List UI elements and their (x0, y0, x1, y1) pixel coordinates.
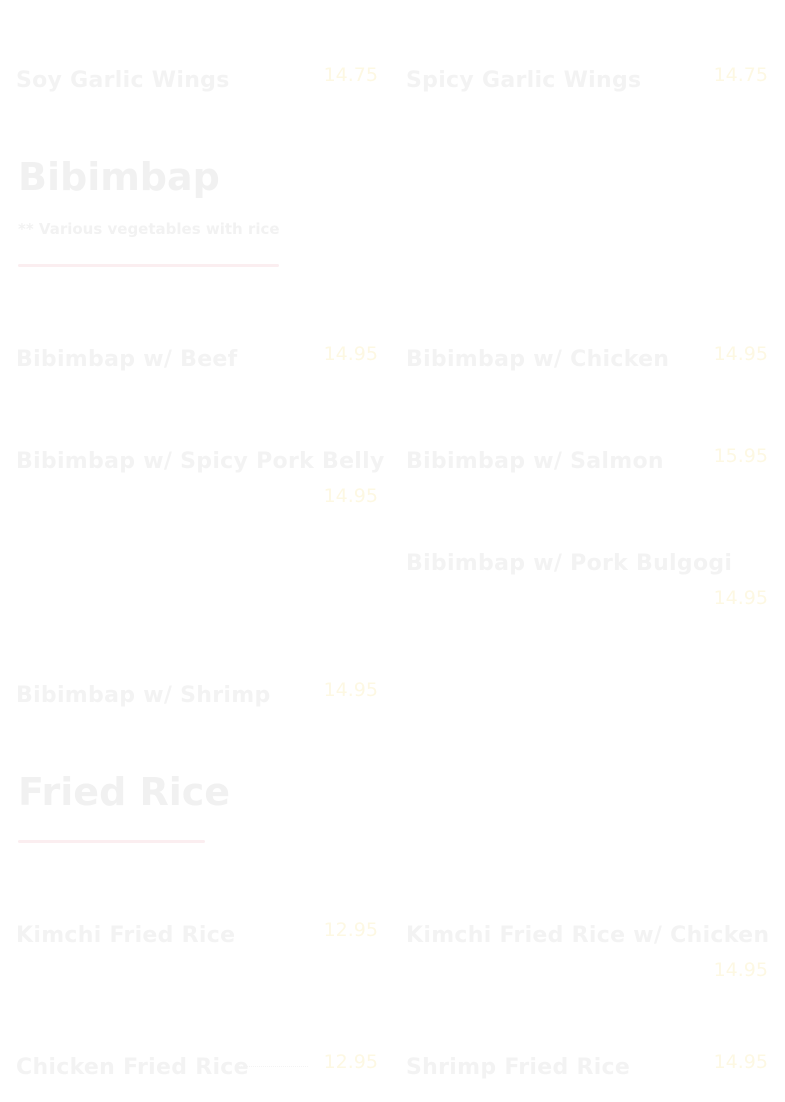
menu-item-price-bibimbap-chicken: 14.95 (713, 343, 768, 365)
menu-item-name-kimchi-fried-rice: Kimchi Fried Rice (16, 923, 236, 948)
menu-item-price-bibimbap-spicy-pork-belly: 14.95 (323, 485, 378, 507)
menu-item-price-kimchi-fried-rice-chicken: 14.95 (713, 959, 768, 981)
menu-item-name-soy-garlic-wings: Soy Garlic Wings (16, 68, 230, 93)
menu-item-price-soy-garlic-wings: 14.75 (323, 64, 378, 86)
menu-item-price-spicy-garlic-wings: 14.75 (713, 64, 768, 86)
menu-item-name-kimchi-fried-rice-chicken: Kimchi Fried Rice w/ Chicken (406, 923, 770, 948)
menu-item-price-bibimbap-beef: 14.95 (323, 343, 378, 365)
section-description-bibimbap: ** Various vegetables with rice (18, 220, 280, 238)
menu-item-price-shrimp-fried-rice: 14.95 (713, 1051, 768, 1073)
menu-item-name-bibimbap-spicy-pork-belly: Bibimbap w/ Spicy Pork Belly (16, 449, 385, 474)
section-title-fried-rice: Fried Rice (18, 770, 231, 814)
section-title-bibimbap: Bibimbap (18, 155, 220, 199)
menu-item-name-chicken-fried-rice: Chicken Fried Rice (16, 1055, 249, 1080)
menu-item-name-bibimbap-shrimp: Bibimbap w/ Shrimp (16, 683, 271, 708)
menu-item-price-bibimbap-pork-bulgogi: 14.95 (713, 587, 768, 609)
menu-item-price-bibimbap-shrimp: 14.95 (323, 679, 378, 701)
menu-item-price-bibimbap-salmon: 15.95 (713, 445, 768, 467)
menu-item-name-shrimp-fried-rice: Shrimp Fried Rice (406, 1055, 631, 1080)
menu-item-name-bibimbap-salmon: Bibimbap w/ Salmon (406, 449, 664, 474)
section-divider-bibimbap (18, 264, 279, 267)
menu-item-name-bibimbap-beef: Bibimbap w/ Beef (16, 347, 238, 372)
menu-item-price-kimchi-fried-rice: 12.95 (323, 919, 378, 941)
menu-item-price-chicken-fried-rice: 12.95 (323, 1051, 378, 1073)
section-divider-fried-rice (18, 840, 205, 843)
menu-item-name-spicy-garlic-wings: Spicy Garlic Wings (406, 68, 642, 93)
menu-item-name-bibimbap-chicken: Bibimbap w/ Chicken (406, 347, 670, 372)
menu-item-name-bibimbap-pork-bulgogi: Bibimbap w/ Pork Bulgogi (406, 551, 733, 576)
